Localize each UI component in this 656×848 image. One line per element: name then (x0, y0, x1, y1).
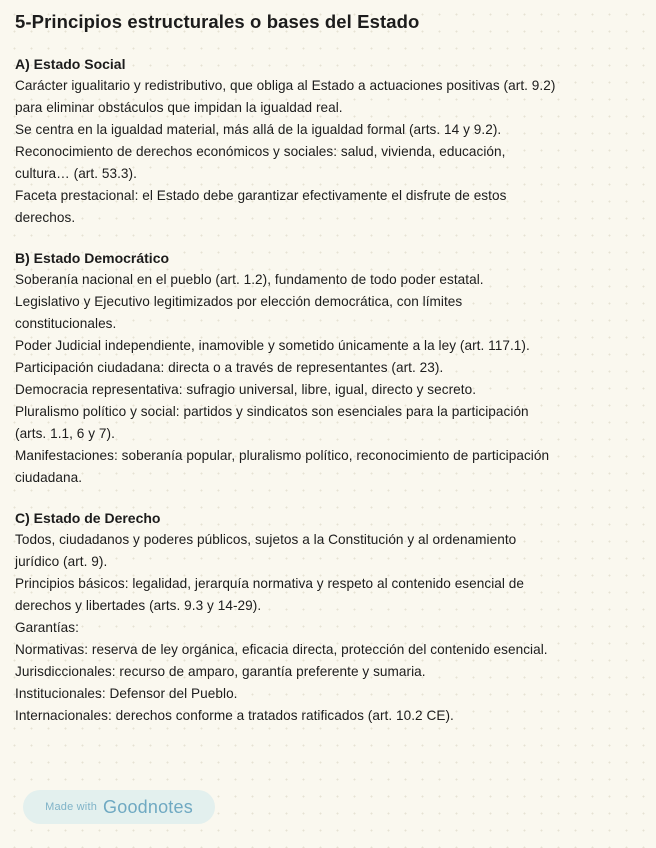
goodnotes-badge[interactable] (23, 790, 215, 824)
text-line: Soberanía nacional en el pueblo (art. 1.2), fundamento de todo poder estatal. (15, 272, 484, 287)
sections-container (15, 53, 645, 727)
text-line: Participación ciudadana: directa o a través de representantes (art. 23). (15, 360, 444, 375)
text-line: Pluralismo político y social: partidos y sindicatos son esenciales para la participación (15, 404, 529, 419)
text-line: para eliminar obstáculos que impidan la igualdad real. (15, 100, 343, 115)
text-line: Principios básicos: legalidad, jerarquía normativa y respeto al contenido esencial de (15, 576, 525, 591)
section-a (15, 53, 645, 229)
text-line: derechos. (15, 210, 76, 225)
section-heading: C) Estado de Derecho (15, 510, 161, 526)
text-line: derechos y libertades (arts. 9.3 y 14-29). (15, 598, 262, 613)
text-line: cultura… (art. 53.3). (15, 166, 137, 181)
section-b (15, 247, 645, 489)
text-line: Se centra en la igualdad material, más allá de la igualdad formal (arts. 14 y 9.2). (15, 122, 502, 137)
made-with-label: Made with (45, 801, 98, 813)
text-line: Normativas: reserva de ley orgánica, eficacia directa, protección del contenido esencial. (15, 642, 548, 657)
text-line: Todos, ciudadanos y poderes públicos, sujetos a la Constitución y al ordenamiento (15, 532, 517, 547)
text-line: Manifestaciones: soberanía popular, pluralismo político, reconocimiento de participación (15, 448, 550, 463)
text-line: jurídico (art. 9). (15, 554, 108, 569)
text-line: Internacionales: derechos conforme a tratados ratificados (art. 10.2 CE). (15, 708, 454, 723)
section-heading: B) Estado Democrático (15, 250, 170, 266)
text-line: (arts. 1.1, 6 y 7). (15, 426, 115, 441)
text-line: Legislativo y Ejecutivo legitimizados por elección democrática, con límites (15, 294, 463, 309)
note-page (15, 11, 645, 745)
page-title: 5-Principios estructurales o bases del Estado (15, 11, 420, 32)
section-heading: A) Estado Social (15, 56, 126, 72)
goodnotes-brand: Goodnotes (103, 796, 193, 817)
text-line: Carácter igualitario y redistributivo, que obliga al Estado a actuaciones positivas (art. 9.2) (15, 78, 556, 93)
text-line: Institucionales: Defensor del Pueblo. (15, 686, 238, 701)
text-line: Jurisdiccionales: recurso de amparo, garantía preferente y sumaria. (15, 664, 426, 679)
text-line: constitucionales. (15, 316, 117, 331)
text-line: Faceta prestacional: el Estado debe garantizar efectivamente el disfrute de estos (15, 188, 507, 203)
text-line: ciudadana. (15, 470, 83, 485)
text-line: Garantías: (15, 620, 79, 635)
text-line: Reconocimiento de derechos económicos y sociales: salud, vivienda, educación, (15, 144, 506, 159)
text-line: Poder Judicial independiente, inamovible y sometido únicamente a la ley (art. 117.1). (15, 338, 530, 353)
section-c (15, 507, 645, 727)
text-line: Democracia representativa: sufragio universal, libre, igual, directo y secreto. (15, 382, 477, 397)
